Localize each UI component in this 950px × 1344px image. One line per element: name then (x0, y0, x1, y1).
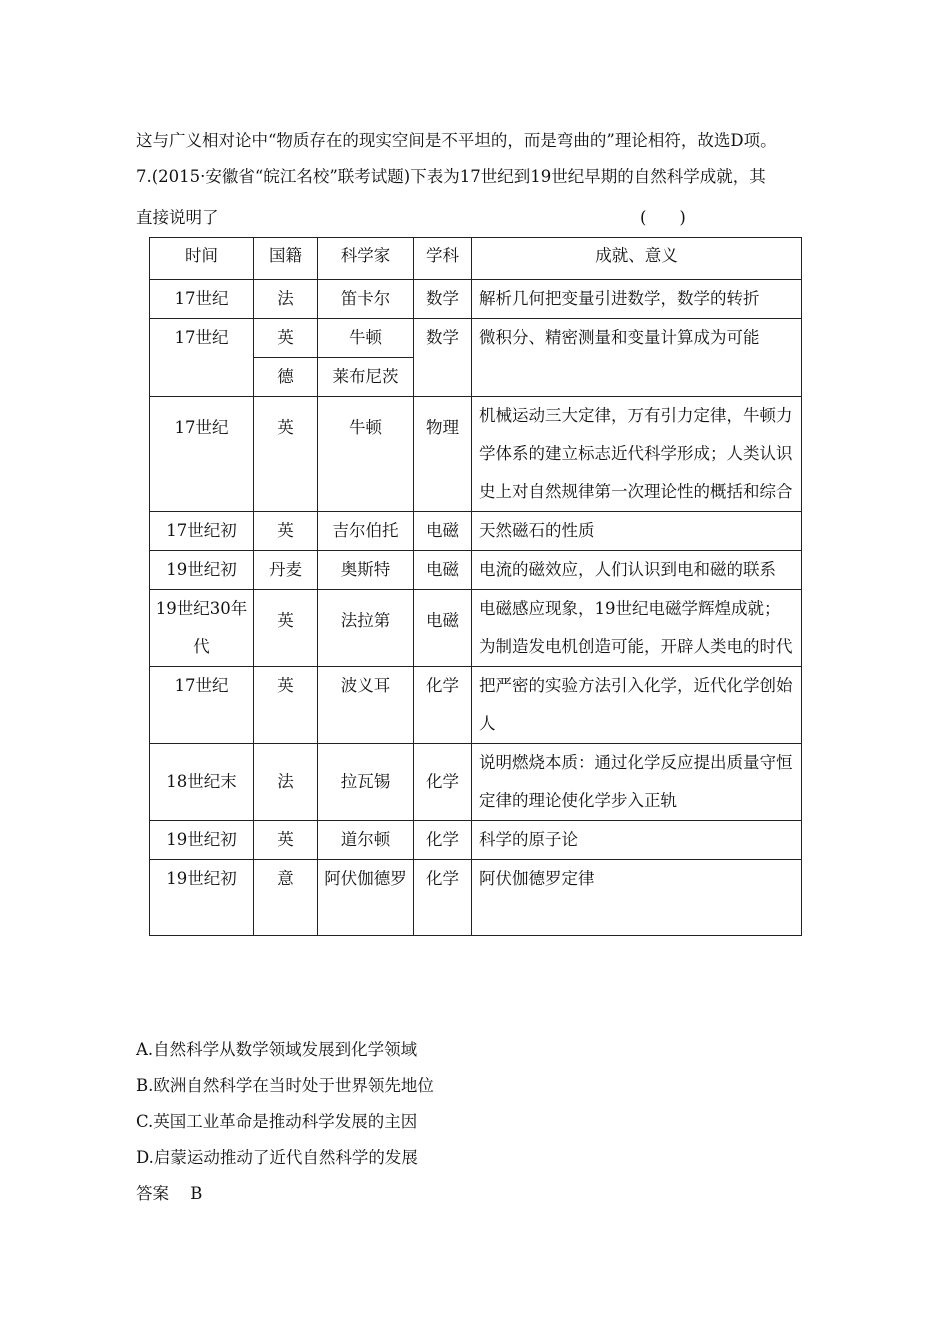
cell-nation: 英 (254, 512, 318, 551)
option-d: D.启蒙运动推动了近代自然科学的发展 (136, 1148, 418, 1167)
cell-subject: 数学 (414, 280, 472, 319)
cell-scientist: 道尔顿 (318, 821, 414, 860)
cell-scientist: 奥斯特 (318, 551, 414, 590)
cell-scientist: 波义耳 (318, 667, 414, 744)
cell-time: 19世纪30年代 (150, 590, 254, 667)
cell-nation: 英 (254, 667, 318, 744)
cell-achievement: 电流的磁效应，人们认识到电和磁的联系 (472, 551, 802, 590)
cell-achievement: 电磁感应现象，19世纪电磁学辉煌成就；为制造发电机创造可能，开辟人类电的时代 (472, 590, 802, 667)
cell-time: 17世纪 (150, 667, 254, 744)
cell-subject: 电磁 (414, 512, 472, 551)
cell-scientist: 笛卡尔 (318, 280, 414, 319)
cell-subject: 电磁 (414, 551, 472, 590)
header-achievement: 成就、意义 (472, 238, 802, 280)
table-row (150, 397, 802, 512)
cell-time: 17世纪 (150, 319, 254, 397)
cell-time: 17世纪初 (150, 512, 254, 551)
answer-blank: ( ) (640, 208, 686, 227)
cell-nation: 英 (254, 821, 318, 860)
cell-achievement: 科学的原子论 (472, 821, 802, 860)
table-row (150, 821, 802, 860)
cell-scientist: 牛顿 (318, 397, 414, 512)
cell-nation: 英 (254, 590, 318, 667)
cell-time: 19世纪初 (150, 821, 254, 860)
cell-achievement: 解析几何把变量引进数学，数学的转折 (472, 280, 802, 319)
cell-time: 17世纪 (150, 397, 254, 512)
table-row (150, 744, 802, 821)
table-row (150, 590, 802, 667)
cell-scientist: 法拉第 (318, 590, 414, 667)
header-nation: 国籍 (254, 238, 318, 280)
cell-achievement: 把严密的实验方法引入化学，近代化学创始人 (472, 667, 802, 744)
answer-line (136, 1180, 218, 1204)
achievements-table (149, 237, 802, 936)
option-b: B.欧洲自然科学在当时处于世界领先地位 (136, 1076, 434, 1095)
cell-subject: 化学 (414, 860, 472, 936)
table-header-row (150, 238, 802, 280)
table-row (150, 280, 802, 319)
cell-achievement: 天然磁石的性质 (472, 512, 802, 551)
cell-nation: 英 (254, 319, 318, 358)
cell-achievement: 说明燃烧本质：通过化学反应提出质量守恒定律的理论使化学步入正轨 (472, 744, 802, 821)
header-time: 时间 (150, 238, 254, 280)
question-stem-line2: 直接说明了 (136, 208, 219, 227)
intro-text: 这与广义相对论中“物质存在的现实空间是不平坦的，而是弯曲的”理论相符，故选D项。 (136, 131, 777, 150)
cell-time: 19世纪初 (150, 551, 254, 590)
cell-subject: 物理 (414, 397, 472, 512)
cell-time: 17世纪 (150, 280, 254, 319)
cell-achievement: 微积分、精密测量和变量计算成为可能 (472, 319, 802, 397)
cell-achievement: 阿伏伽德罗定律 (472, 860, 802, 936)
cell-achievement: 机械运动三大定律，万有引力定律，牛顿力学体系的建立标志近代科学形成；人类认识史上对自然规律第一次理论性的概括和综合 (472, 397, 802, 512)
cell-scientist: 吉尔伯托 (318, 512, 414, 551)
cell-scientist: 拉瓦锡 (318, 744, 414, 821)
table-row (150, 667, 802, 744)
cell-nation: 意 (254, 860, 318, 936)
cell-time: 19世纪初 (150, 860, 254, 936)
answer-label: 答案 (136, 1184, 169, 1203)
table-row (150, 860, 802, 936)
cell-nation: 德 (254, 358, 318, 397)
cell-nation: 丹麦 (254, 551, 318, 590)
cell-scientist: 牛顿 (318, 319, 414, 358)
cell-nation: 法 (254, 744, 318, 821)
table-row (150, 512, 802, 551)
cell-scientist: 阿伏伽德罗 (318, 860, 414, 936)
answer-value: B (190, 1184, 203, 1203)
cell-subject: 化学 (414, 667, 472, 744)
cell-subject: 数学 (414, 319, 472, 397)
question-stem-line1: 7.(2015·安徽省“皖江名校”联考试题)下表为17世纪到19世纪早期的自然科学成就，其 (136, 167, 766, 186)
cell-subject: 化学 (414, 821, 472, 860)
header-subject: 学科 (414, 238, 472, 280)
cell-time: 18世纪末 (150, 744, 254, 821)
cell-scientist: 莱布尼茨 (318, 358, 414, 397)
table-row (150, 551, 802, 590)
cell-nation: 法 (254, 280, 318, 319)
cell-nation: 英 (254, 397, 318, 512)
cell-subject: 化学 (414, 744, 472, 821)
cell-subject: 电磁 (414, 590, 472, 667)
option-a: A.自然科学从数学领域发展到化学领域 (136, 1040, 418, 1059)
table-row (150, 319, 802, 358)
header-scientist: 科学家 (318, 238, 414, 280)
option-c: C.英国工业革命是推动科学发展的主因 (136, 1112, 418, 1131)
